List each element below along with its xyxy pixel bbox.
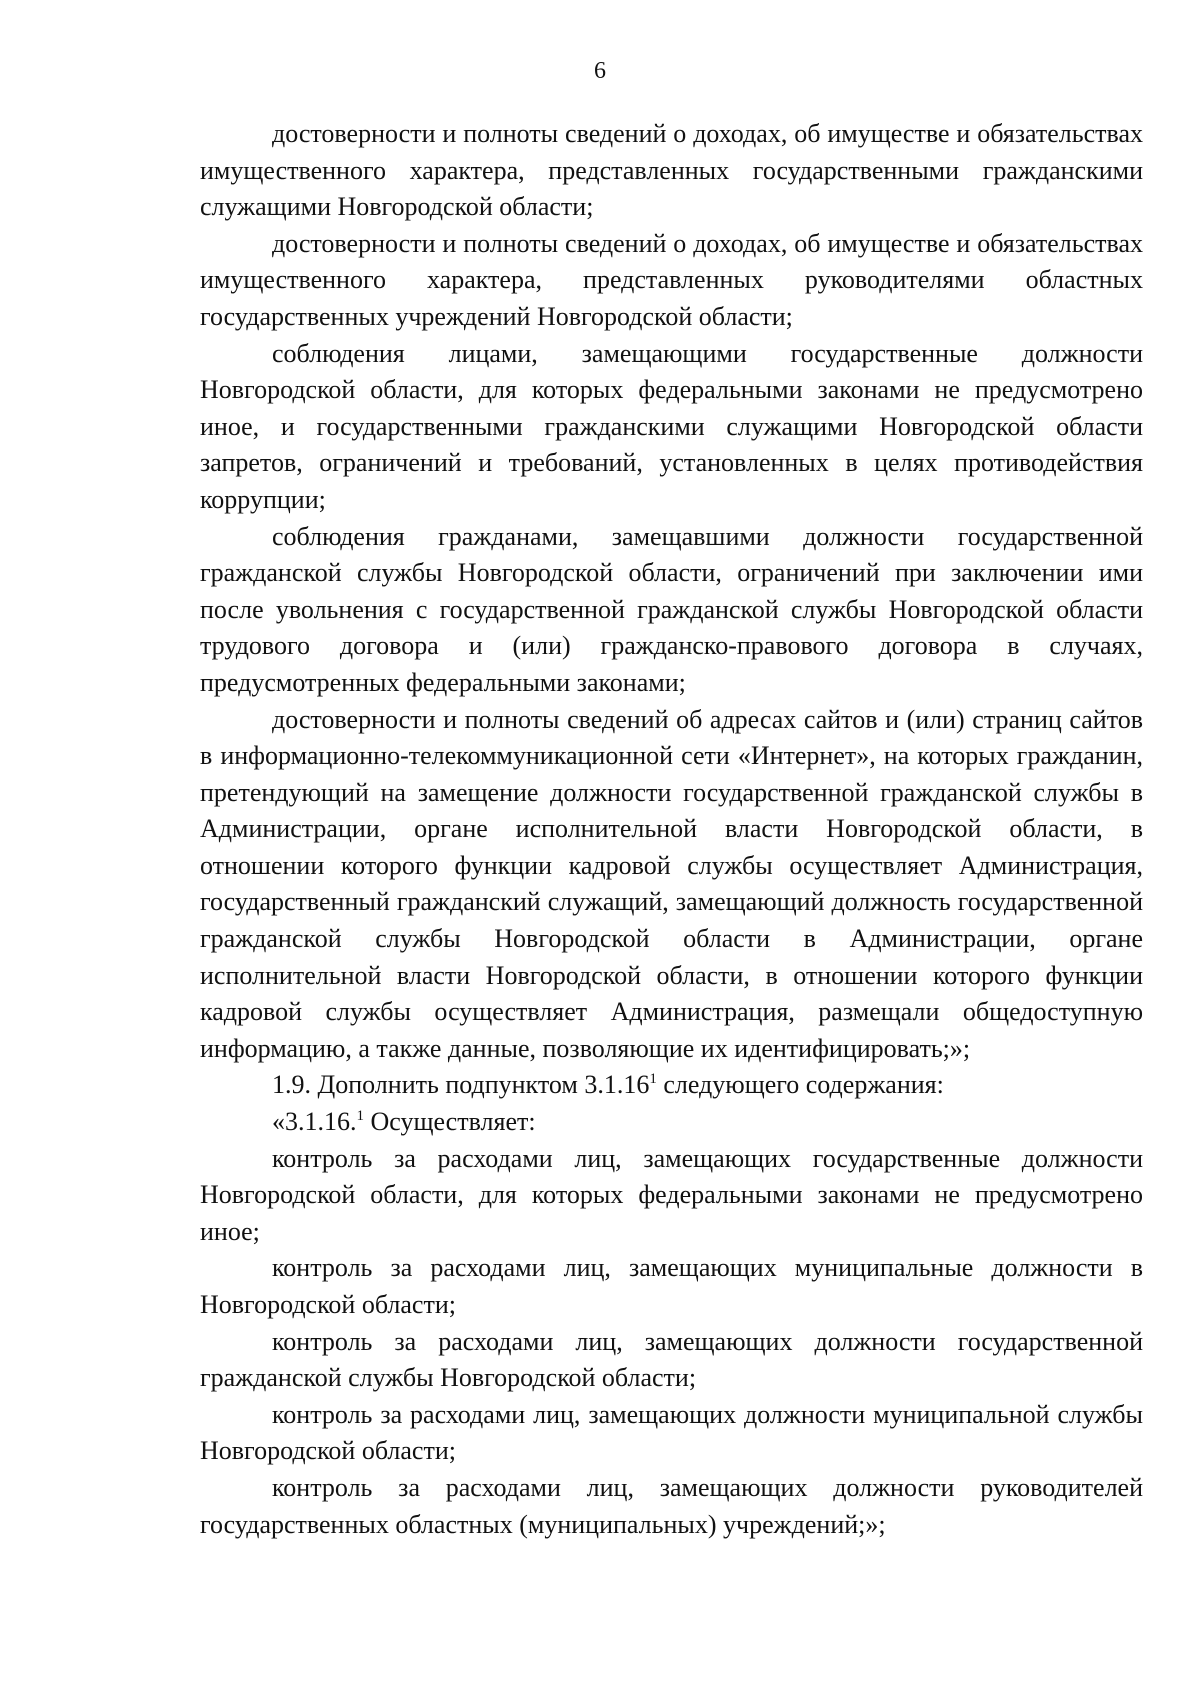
amendment-text-start: 1.9. Дополнить подпунктом 3.1.16 (272, 1070, 650, 1100)
paragraph-control-institution-heads: контроль за расходами лиц, замещающих должности руководителей государственных областных (муниципальных) учреждений;»; (200, 1472, 1143, 1539)
superscript-index: 1 (649, 1071, 657, 1088)
document-body (200, 116, 1143, 1543)
paragraph-clause-3-1-16-1 (200, 1104, 1143, 1141)
paragraph-former-servants-restrictions: соблюдения гражданами, замещавшими должности государственной гражданской службы Новгородской области, ограничений при заключении ими после увольнения с государственной гражданской службы Новгородской области трудового договора и (или) гражданско-правового договора в случаях, предусмотренных федеральными законами; (200, 521, 1143, 697)
paragraph-restrictions-compliance: соблюдения лицами, замещающими государственные должности Новгородской области, для которых федеральными законами не предусмотрено иное, и государственными гражданскими служащими Новгородской области запретов, ограничений и требований, установленных в целях противодействия коррупции; (200, 338, 1143, 514)
paragraph-income-civil-servants: достоверности и полноты сведений о доходах, об имуществе и обязательствах имущественного характера, представленных государственными гражданскими служащими Новгородской области; (200, 119, 1143, 222)
paragraph-control-municipal-positions: контроль за расходами лиц, замещающих муниципальные должности в Новгородской области; (200, 1253, 1143, 1319)
paragraph-control-civil-service: контроль за расходами лиц, замещающих должности государственной гражданской службы Новгородской области; (200, 1326, 1143, 1393)
clause-text: Осуществляет: (364, 1107, 536, 1137)
clause-number: «3.1.16. (272, 1107, 357, 1137)
paragraph-internet-sites: достоверности и полноты сведений об адресах сайтов и (или) страниц сайтов в информационно-телекоммуникационной сети «Интернет», на которых гражданин, претендующий на замещение должности государственной гражданской службы в Администрации, органе исполнительной власти Новгородской области, в отношении которого функции кадровой службы осуществляет Администрация, государственный гражданский служащий, замещающий должность государственной гражданской службы Новгородской области в Администрации, органе исполнительной власти Новгородской области, в отношении которого функции кадровой службы осуществляет Администрация, размещали общедоступную информацию, а также данные, позволяющие их идентифицировать;»; (200, 704, 1143, 1063)
paragraph-income-institution-heads: достоверности и полноты сведений о доходах, об имуществе и обязательствах имущественного характера, представленных руководителями областных государственных учреждений Новгородской области; (200, 228, 1143, 331)
superscript-index: 1 (356, 1108, 364, 1125)
paragraph-amendment-1-9 (200, 1067, 1143, 1104)
amendment-text-end: следующего содержания: (656, 1070, 944, 1100)
page-number: 6 (594, 58, 606, 84)
paragraph-control-state-positions: контроль за расходами лиц, замещающих государственные должности Новгородской области, для которых федеральными законами не предусмотрено иное; (200, 1143, 1143, 1246)
paragraph-control-municipal-service: контроль за расходами лиц, замещающих должности муниципальной службы Новгородской области; (200, 1399, 1143, 1466)
